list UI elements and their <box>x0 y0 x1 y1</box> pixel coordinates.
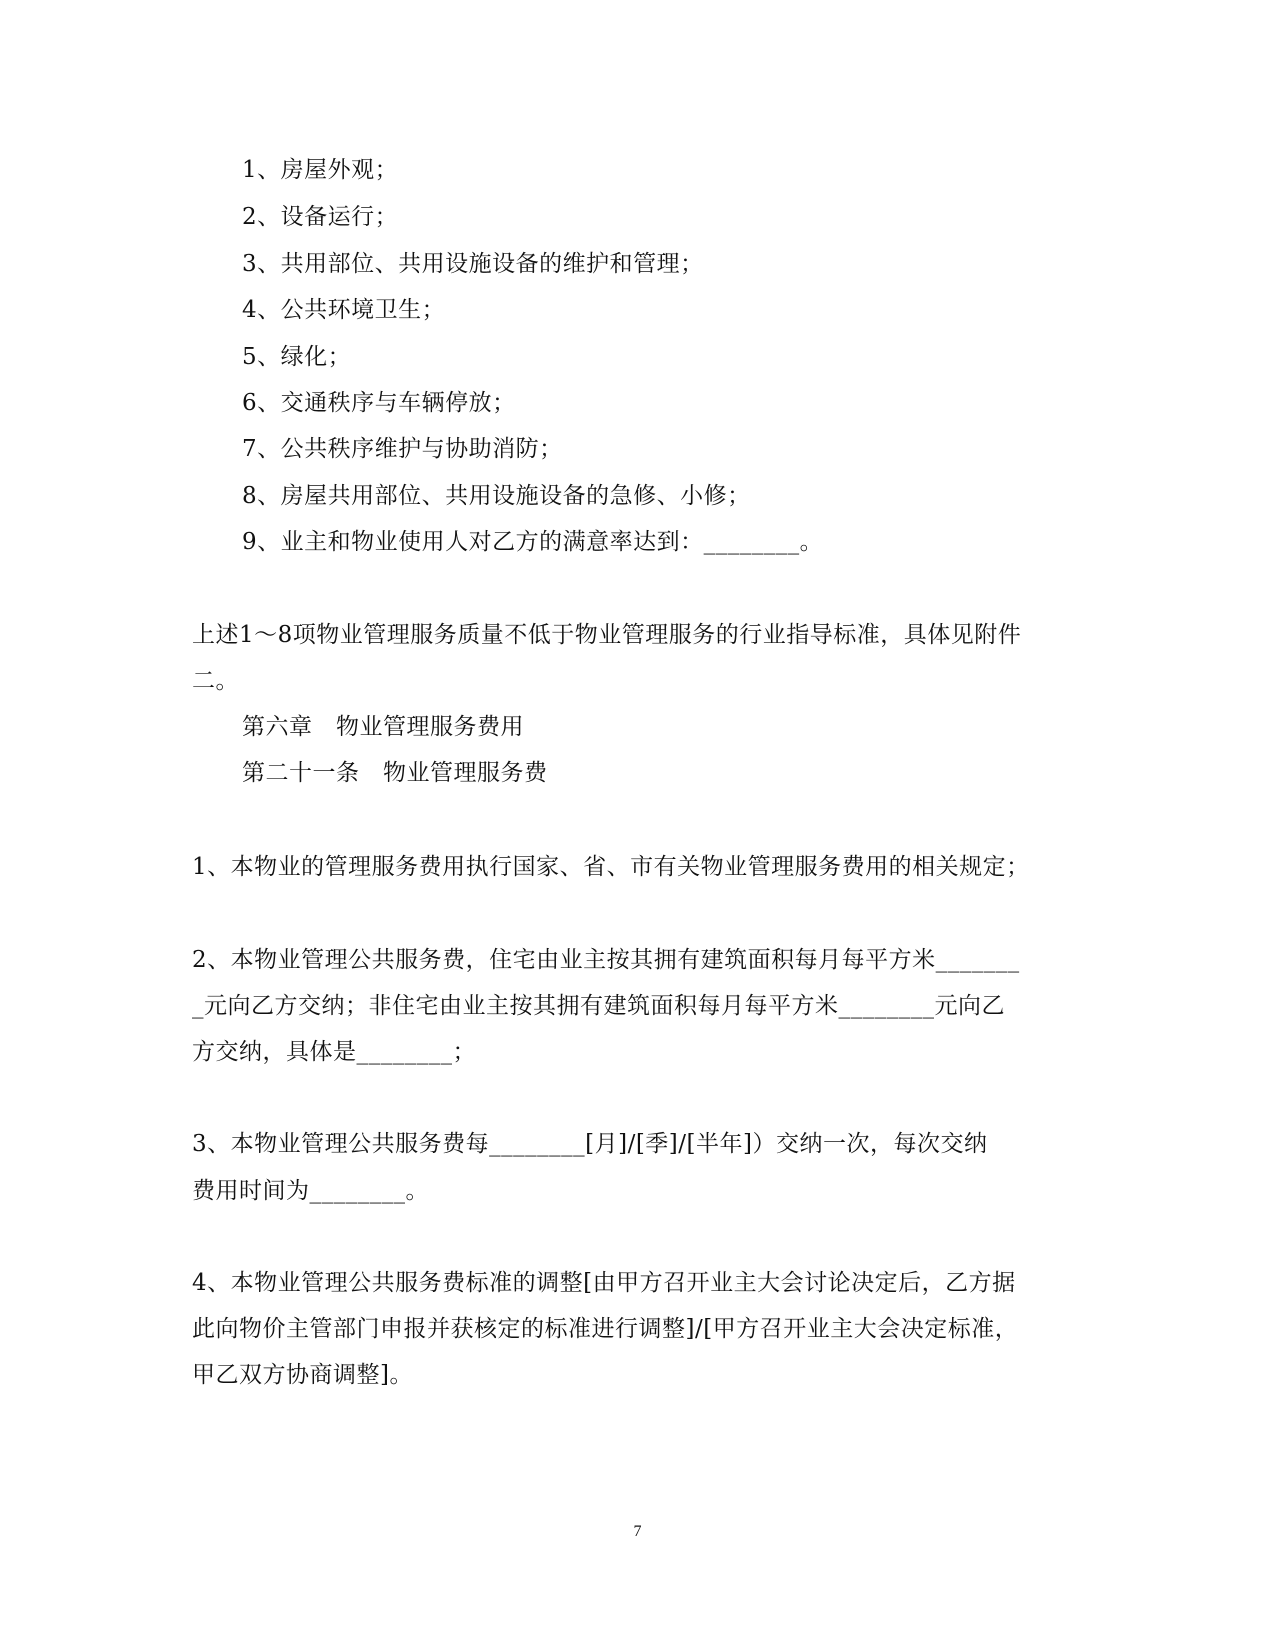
clause-3-line: 3、本物业管理公共服务费每________[月]/[季]/[半年]）交纳一次，每次交纳 <box>192 1131 988 1157</box>
list-item: 9、业主和物业使用人对乙方的满意率达到：________。 <box>242 529 824 555</box>
list-item: 1、房屋外观； <box>242 157 399 183</box>
clause-4-line: 此向物价主管部门申报并获核定的标准进行调整]/[甲方召开业主大会决定标准， <box>192 1316 1019 1342</box>
clause-4-line: 4、本物业管理公共服务费标准的调整[由甲方召开业主大会讨论决定后，乙方据 <box>192 1270 1016 1296</box>
list-item: 4、公共环境卫生； <box>242 297 446 323</box>
summary-paragraph-line: 二。 <box>192 668 239 694</box>
clause-3-line: 费用时间为________。 <box>192 1178 429 1204</box>
list-item: 3、共用部位、共用设施设备的维护和管理； <box>242 251 704 277</box>
clause-2-line: 方交纳，具体是________； <box>192 1039 476 1065</box>
summary-paragraph-line: 上述1～8项物业管理服务质量不低于物业管理服务的行业指导标准，具体见附件 <box>192 622 1022 648</box>
clause-1-line: 1、本物业的管理服务费用执行国家、省、市有关物业管理服务费用的相关规定； <box>192 854 1030 880</box>
list-item: 6、交通秩序与车辆停放； <box>242 390 516 416</box>
list-item: 7、公共秩序维护与协助消防； <box>242 436 563 462</box>
list-item: 2、设备运行； <box>242 204 399 230</box>
list-item: 5、绿化； <box>242 344 352 370</box>
chapter-heading: 第六章 物业管理服务费用 <box>242 714 524 740</box>
article-heading: 第二十一条 物业管理服务费 <box>242 760 548 786</box>
clause-4-line: 甲乙双方协商调整]。 <box>192 1362 413 1388</box>
clause-2-line: 2、本物业管理公共服务费，住宅由业主按其拥有建筑面积每月每平方米_______ <box>192 947 1020 973</box>
list-item: 8、房屋共用部位、共用设施设备的急修、小修； <box>242 483 751 509</box>
clause-2-line: _元向乙方交纳；非住宅由业主按其拥有建筑面积每月每平方米________元向乙 <box>192 993 1005 1019</box>
page-number: 7 <box>633 1523 642 1540</box>
